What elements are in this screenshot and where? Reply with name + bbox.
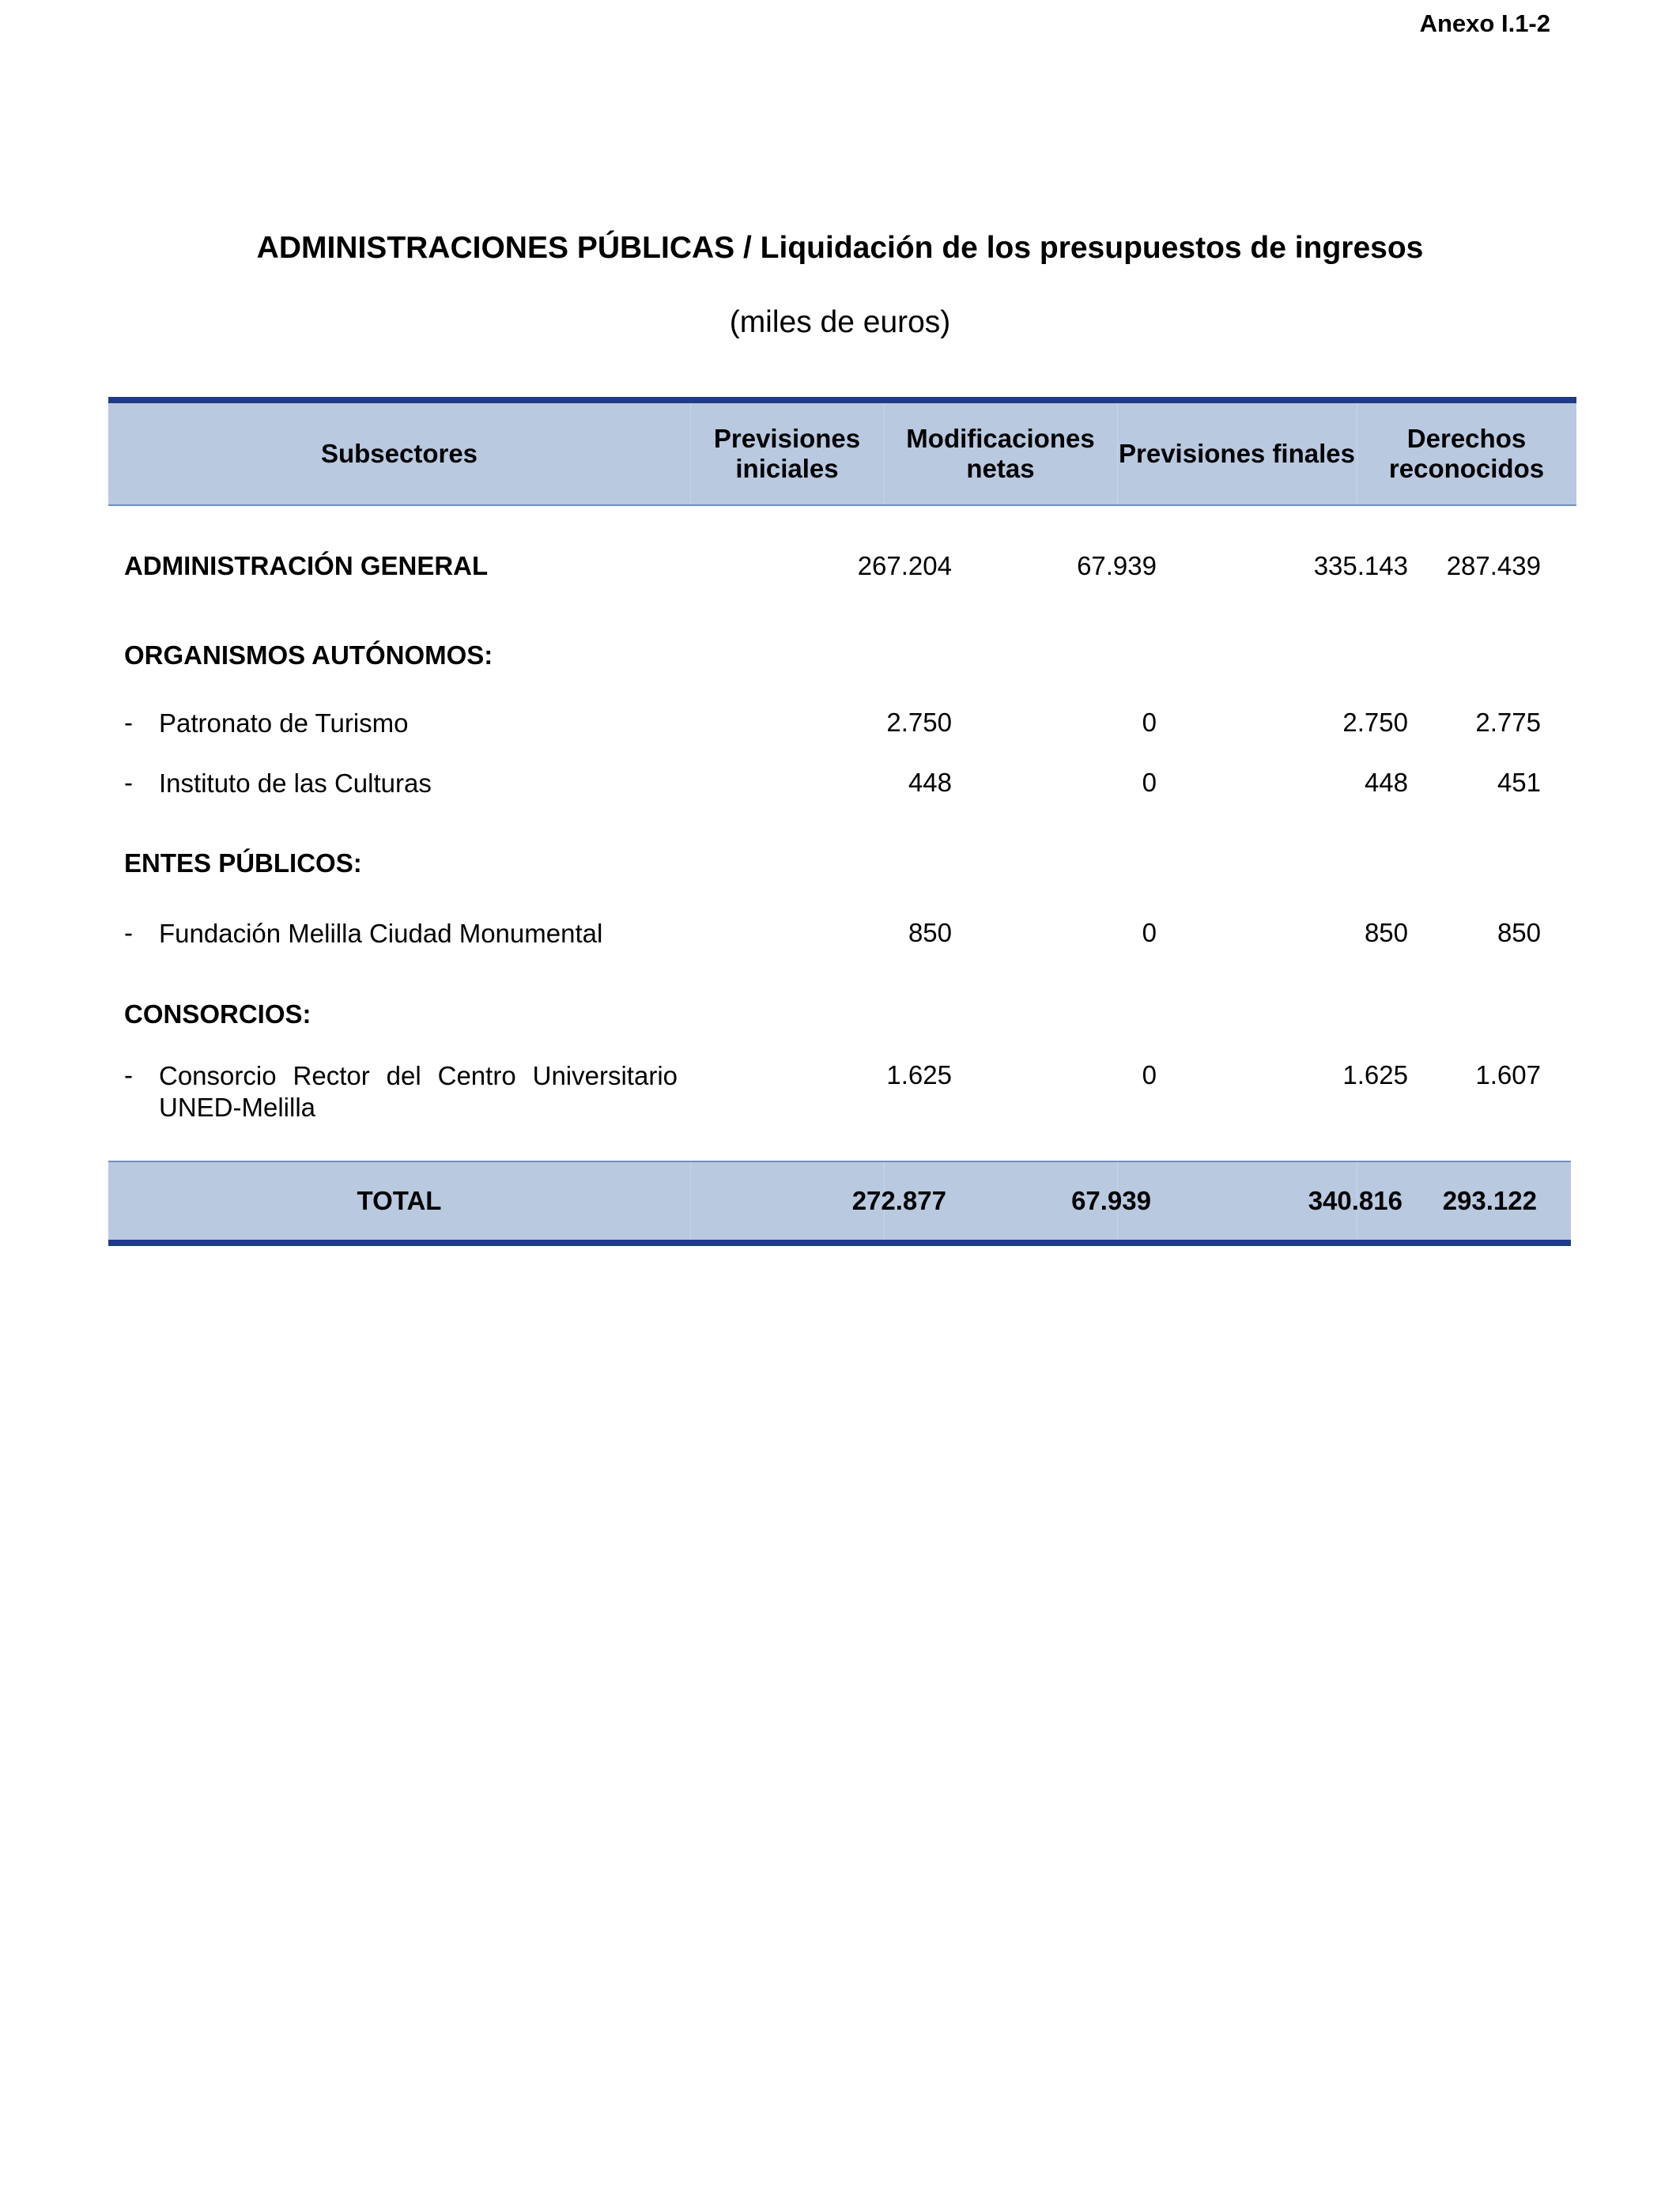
column-header-previsiones-finales: Previsiones finales (1119, 439, 1355, 468)
modificaciones-netas-value: 67.939 (1077, 551, 1157, 580)
previsiones-iniciales-value: 448 (908, 768, 952, 797)
total-label: TOTAL (357, 1186, 442, 1215)
previsiones-iniciales-value: 267.204 (857, 551, 952, 580)
list-dash: - (124, 1060, 133, 1089)
section-heading: ENTES PÚBLICOS: (124, 848, 362, 878)
column-header-previsiones-iniciales: Previsiones iniciales (713, 424, 861, 483)
previsiones-iniciales-value: 1.625 (886, 1060, 952, 1089)
annex-label: Anexo I.1-2 (1419, 9, 1550, 37)
derechos-reconocidos-value: 850 (1497, 918, 1541, 947)
modificaciones-netas-value: 0 (1142, 708, 1157, 737)
total-previsiones-iniciales: 272.877 (851, 1186, 946, 1215)
previsiones-finales-value: 335.143 (1313, 551, 1408, 580)
table-row (108, 918, 1576, 956)
column-header-derechos-reconocidos: Derechos reconocidos (1388, 424, 1545, 483)
derechos-reconocidos-value: 1.607 (1475, 1060, 1541, 1089)
table-header-row (108, 397, 1576, 506)
previsiones-iniciales-value: 2.750 (886, 708, 952, 737)
modificaciones-netas-value: 0 (1142, 1060, 1157, 1089)
page-title: ADMINISTRACIONES PÚBLICAS / Liquidación de los presupuestos de ingresos (256, 231, 1424, 265)
table-row (108, 768, 1576, 806)
row-label: ADMINISTRACIÓN GENERAL (124, 551, 489, 580)
header-divider (690, 403, 691, 504)
row-label: Patronato de Turismo (159, 708, 409, 738)
modificaciones-netas-value: 0 (1142, 918, 1157, 947)
modificaciones-netas-value: 0 (1142, 768, 1157, 797)
column-header-subsectores: Subsectores (320, 439, 478, 468)
total-previsiones-finales: 340.816 (1308, 1186, 1403, 1215)
section-heading: ORGANISMOS AUTÓNOMOS: (124, 640, 493, 670)
table-row (108, 1060, 1576, 1127)
row-label: Fundación Melilla Ciudad Monumental (159, 919, 603, 948)
page-subtitle: (miles de euros) (729, 305, 951, 339)
section-heading-row (108, 848, 1576, 886)
budget-table (108, 397, 1576, 1215)
total-divider (690, 1162, 691, 1240)
previsiones-finales-value: 448 (1364, 768, 1408, 797)
list-dash: - (124, 918, 133, 947)
table-row (108, 551, 1576, 589)
total-row (108, 1161, 1571, 1246)
previsiones-finales-value: 1.625 (1342, 1060, 1408, 1089)
derechos-reconocidos-value: 451 (1497, 768, 1541, 797)
column-header-modificaciones-netas: Modificaciones netas (906, 424, 1095, 483)
section-heading: CONSORCIOS: (124, 999, 311, 1029)
total-derechos-reconocidos: 293.122 (1442, 1186, 1537, 1215)
list-dash: - (124, 708, 133, 737)
derechos-reconocidos-value: 2.775 (1475, 708, 1541, 737)
previsiones-finales-value: 2.750 (1342, 708, 1408, 737)
list-dash: - (124, 768, 133, 797)
header-divider (884, 403, 885, 504)
total-modificaciones-netas: 67.939 (1071, 1186, 1151, 1215)
row-label: Consorcio Rector del Centro Universitario UNED-Melilla (159, 1061, 678, 1122)
section-heading-row (108, 999, 1576, 1037)
previsiones-finales-value: 850 (1364, 918, 1408, 947)
previsiones-iniciales-value: 850 (908, 918, 952, 947)
derechos-reconocidos-value: 287.439 (1446, 551, 1541, 580)
header-divider (1117, 403, 1118, 504)
table-row (108, 708, 1576, 746)
section-heading-row (108, 640, 1576, 678)
row-label: Instituto de las Culturas (159, 768, 432, 798)
